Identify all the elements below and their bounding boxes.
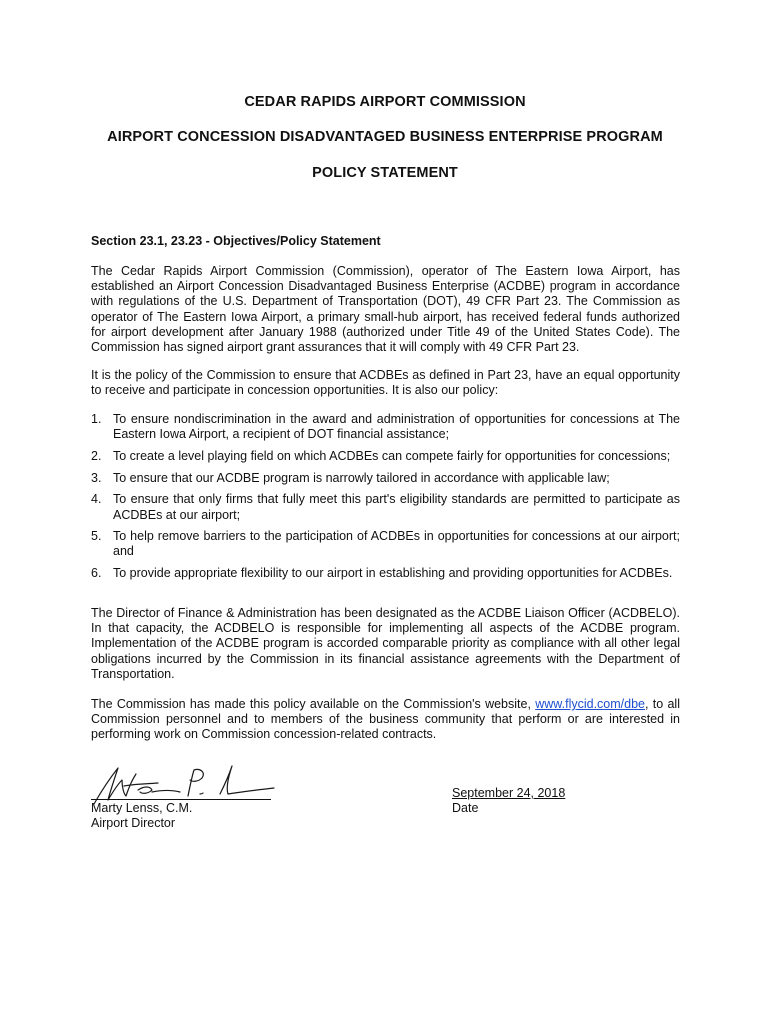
list-item-text: To ensure that only firms that fully meet this part's eligibility standards are permitted to participate as ACDBEs at our airport;	[113, 492, 680, 522]
list-item-text: To create a level playing field on which ACDBEs can compete fairly for opportunities for concessions;	[113, 448, 671, 463]
list-item-number: 4.	[91, 492, 102, 507]
list-item-text: To ensure that our ACDBE program is narrowly tailored in accordance with applicable law;	[113, 470, 610, 485]
document-type-heading: POLICY STATEMENT	[312, 165, 458, 181]
liaison-paragraph: The Director of Finance & Administration has been designated as the ACDBE Liaison Officer (ACDBELO). In that capacity, the ACDBELO is responsible for implementing all aspects of the ACDBE program. Implementation of the ACDBE program is accorded comparable priority as compliance with all other legal obligations incurred by the Commission in its financial assistance agreements with the Department of Transportation.	[91, 606, 680, 681]
availability-paragraph	[91, 697, 680, 743]
signature-line	[91, 799, 271, 800]
signer-name: Marty Lenss, C.M.	[91, 801, 193, 815]
list-item-number: 3.	[91, 470, 102, 485]
date-label: Date	[452, 801, 479, 815]
list-item	[91, 529, 680, 559]
availability-text-after: , to all Commission personnel and to members of the business community that perform or are interested in performing work on Commission concession-related contracts.	[91, 697, 680, 742]
list-item-number: 6.	[91, 566, 102, 581]
policy-paragraph: It is the policy of the Commission to ensure that ACDBEs as defined in Part 23, have an equal opportunity to receive and participate in concession opportunities. It is also our policy:	[91, 368, 680, 398]
list-item-text: To ensure nondiscrimination in the award and administration of opportunities for concessions at The Eastern Iowa Airport, a recipient of DOT financial assistance;	[113, 412, 680, 442]
list-item-number: 5.	[91, 529, 102, 544]
website-link[interactable]: www.flycid.com/dbe	[535, 697, 645, 711]
list-item-text: To help remove barriers to the participation of ACDBEs in opportunities for concessions at our airport; and	[113, 529, 680, 559]
list-item-number: 2.	[91, 448, 102, 463]
list-item	[91, 471, 680, 486]
intro-paragraph: The Cedar Rapids Airport Commission (Commission), operator of The Eastern Iowa Airport, has established an Airport Concession Disadvantaged Business Enterprise (ACDBE) program in accordance with regulations of the U.S. Department of Transportation (DOT), 49 CFR Part 23. The Commission as operator of The Eastern Iowa Airport, a primary small-hub airport, has received federal funds authorized for airport development after January 1988 (authorized under Title 49 of the United States Code). The Commission has signed airport grant assurances that it will comply with 49 CFR Part 23.	[91, 264, 680, 355]
list-item-number: 1.	[91, 412, 102, 426]
list-item	[91, 492, 680, 522]
signature-date: September 24, 2018	[452, 786, 566, 800]
organization-heading: CEDAR RAPIDS AIRPORT COMMISSION	[244, 94, 526, 110]
list-item	[91, 566, 680, 581]
objectives-list	[91, 412, 680, 588]
section-title: Section 23.1, 23.23 - Objectives/Policy Statement	[91, 234, 381, 248]
program-heading: AIRPORT CONCESSION DISADVANTAGED BUSINESS ENTERPRISE PROGRAM	[107, 129, 663, 145]
list-item-text: To provide appropriate flexibility to our airport in establishing and providing opportunities for ACDBEs.	[113, 566, 673, 581]
signer-title: Airport Director	[91, 816, 176, 830]
list-item	[91, 449, 680, 464]
availability-text-before: The Commission has made this policy available on the Commission's website,	[91, 697, 536, 711]
list-item	[91, 412, 680, 442]
